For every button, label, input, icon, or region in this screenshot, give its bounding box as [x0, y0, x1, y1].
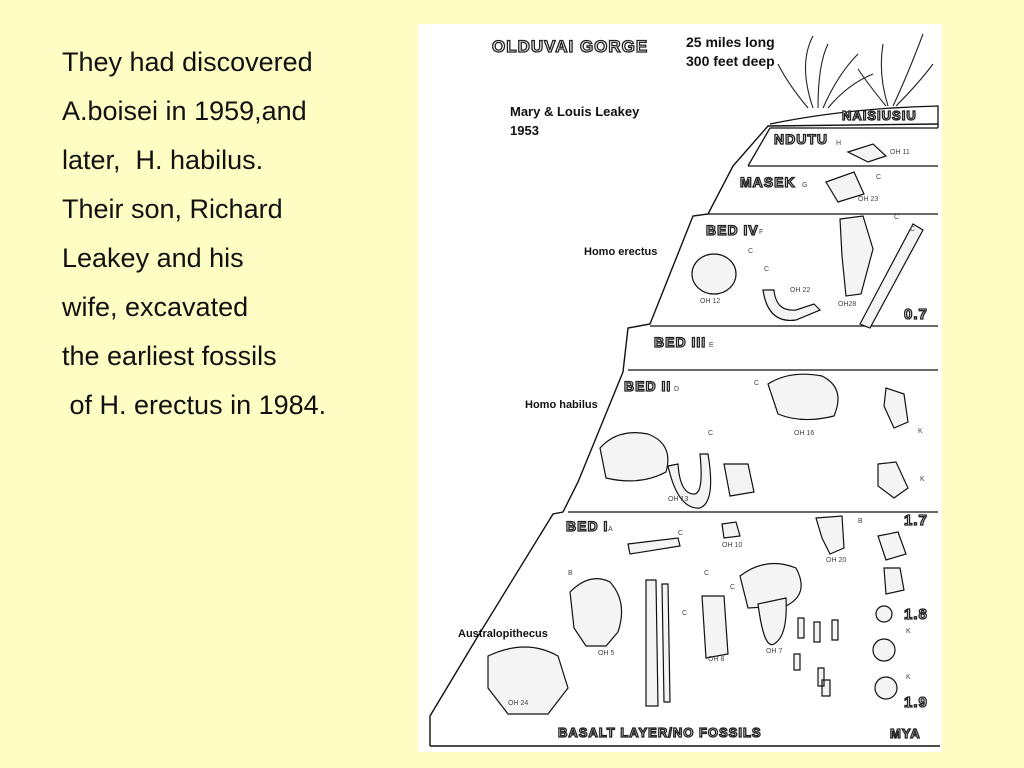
right-fossil-4: [873, 639, 895, 661]
specimen-oh11: OH 11: [890, 149, 910, 156]
specimen-oh28: OH28: [838, 301, 857, 308]
layer-masek-letter: G: [802, 182, 808, 189]
layer-bed-i: BED I: [566, 518, 609, 534]
specimen-oh7: OH 7: [766, 648, 783, 655]
grass-tufts: [778, 34, 933, 108]
layer-bed-i-letter: A: [608, 526, 613, 533]
clavicle: [628, 538, 680, 554]
right-fossil-1: [878, 532, 906, 560]
oh28-pelvis: [840, 216, 873, 296]
text-line: of H. erectus in 1984.: [62, 390, 327, 420]
layer-bed-ii-letter: D: [674, 386, 680, 393]
text-line: Leakey and his: [62, 243, 244, 273]
age-1-7: 1.7: [904, 512, 928, 529]
k-fossil-1: [884, 388, 908, 428]
tag-c: C: [754, 380, 760, 387]
layer-naisiusiu: NAISIUSIU: [842, 108, 917, 123]
right-fossil-2: [884, 568, 904, 594]
discovery-year: 1953: [510, 123, 539, 138]
tag-c: C: [678, 530, 684, 537]
text-line: Their son, Richard: [62, 194, 283, 224]
oh8-fibula: [662, 584, 670, 702]
specimen-oh16: OH 16: [794, 430, 815, 437]
specimen-oh20: OH 20: [826, 557, 847, 564]
gorge-depth: 300 feet deep: [686, 53, 775, 69]
oh12-skull: [692, 254, 736, 294]
teeth-cluster: [724, 464, 754, 496]
mya-unit: MYA: [890, 726, 921, 741]
b-skull: [570, 579, 622, 646]
oh13-skull: [600, 433, 668, 481]
gorge-length: 25 miles long: [686, 34, 775, 50]
oh16-skull: [768, 374, 838, 419]
oh22-jaw: [763, 290, 820, 320]
text-line: A.boisei in 1959,and: [62, 96, 307, 126]
layer-bed-iii: BED III: [654, 334, 707, 350]
layer-ndutu-letter: H: [836, 140, 842, 147]
tag-k: K: [906, 628, 911, 635]
text-line: wife, excavated: [62, 292, 249, 322]
layer-ndutu: NDUTU: [774, 131, 828, 147]
species-homo-habilus: Homo habilus: [525, 399, 598, 411]
layer-bed-iii-letter: E: [709, 342, 714, 349]
specimen-oh23: OH 23: [858, 196, 879, 203]
olduvai-gorge-diagram: [418, 24, 942, 752]
specimen-oh24: OH 24: [508, 700, 529, 707]
tag-k: K: [918, 428, 923, 435]
specimen-oh5: OH 5: [598, 650, 615, 657]
age-1-8: 1.8: [904, 606, 928, 623]
specimen-oh13: OH 13: [668, 496, 689, 503]
species-australopithecus: Australopithecus: [458, 628, 548, 640]
tag-k: K: [906, 674, 911, 681]
age-1-9: 1.9: [904, 694, 928, 711]
age-0-7: 0.7: [904, 306, 928, 323]
specimen-oh12: OH 12: [700, 298, 721, 305]
discoverers-label: Mary & Louis Leakey: [510, 104, 640, 119]
gorge-cross-section: [418, 24, 942, 752]
layer-bed-ii: BED II: [624, 378, 672, 394]
right-fossil-5: [875, 677, 897, 699]
tag-c: C: [730, 584, 736, 591]
text-line: They had discovered: [62, 47, 313, 77]
text-line: later, H. habilus.: [62, 145, 264, 175]
tag-c: C: [894, 214, 900, 221]
layer-basalt: BASALT LAYER/NO FOSSILS: [558, 725, 762, 740]
layer-bed-iv-letter: F: [759, 229, 764, 236]
tag-c: C: [682, 610, 688, 617]
species-homo-erectus: Homo erectus: [584, 246, 658, 258]
small-bones: [794, 618, 838, 696]
oh10-fossil: [722, 522, 740, 538]
specimen-oh10: OH 10: [722, 542, 743, 549]
layer-bed-iv: BED IV: [706, 222, 759, 238]
right-fossil-3: [876, 606, 892, 622]
specimen-oh22: OH 22: [790, 287, 811, 294]
tag-c: C: [876, 174, 882, 181]
oh7-jaw: [758, 598, 786, 645]
specimen-oh8: OH 8: [708, 656, 725, 663]
oh11-fossil: [848, 144, 886, 162]
diagram-title: OLDUVAI GORGE: [492, 37, 649, 56]
tag-c: C: [764, 266, 770, 273]
layer-masek: MASEK: [740, 174, 796, 190]
tag-b: B: [568, 570, 573, 577]
k-fossil-2: [878, 462, 908, 498]
oh8-foot: [702, 596, 728, 658]
tag-c: C: [910, 226, 916, 233]
tag-b: B: [858, 518, 863, 525]
text-line: the earliest fossils: [62, 341, 277, 371]
tag-c: C: [704, 570, 710, 577]
tag-c: C: [748, 248, 754, 255]
tag-k: K: [920, 476, 925, 483]
oh8-tibia: [646, 580, 658, 706]
tag-c: C: [708, 430, 714, 437]
slide-text: [62, 38, 412, 430]
oh20-fossil: [816, 516, 844, 554]
